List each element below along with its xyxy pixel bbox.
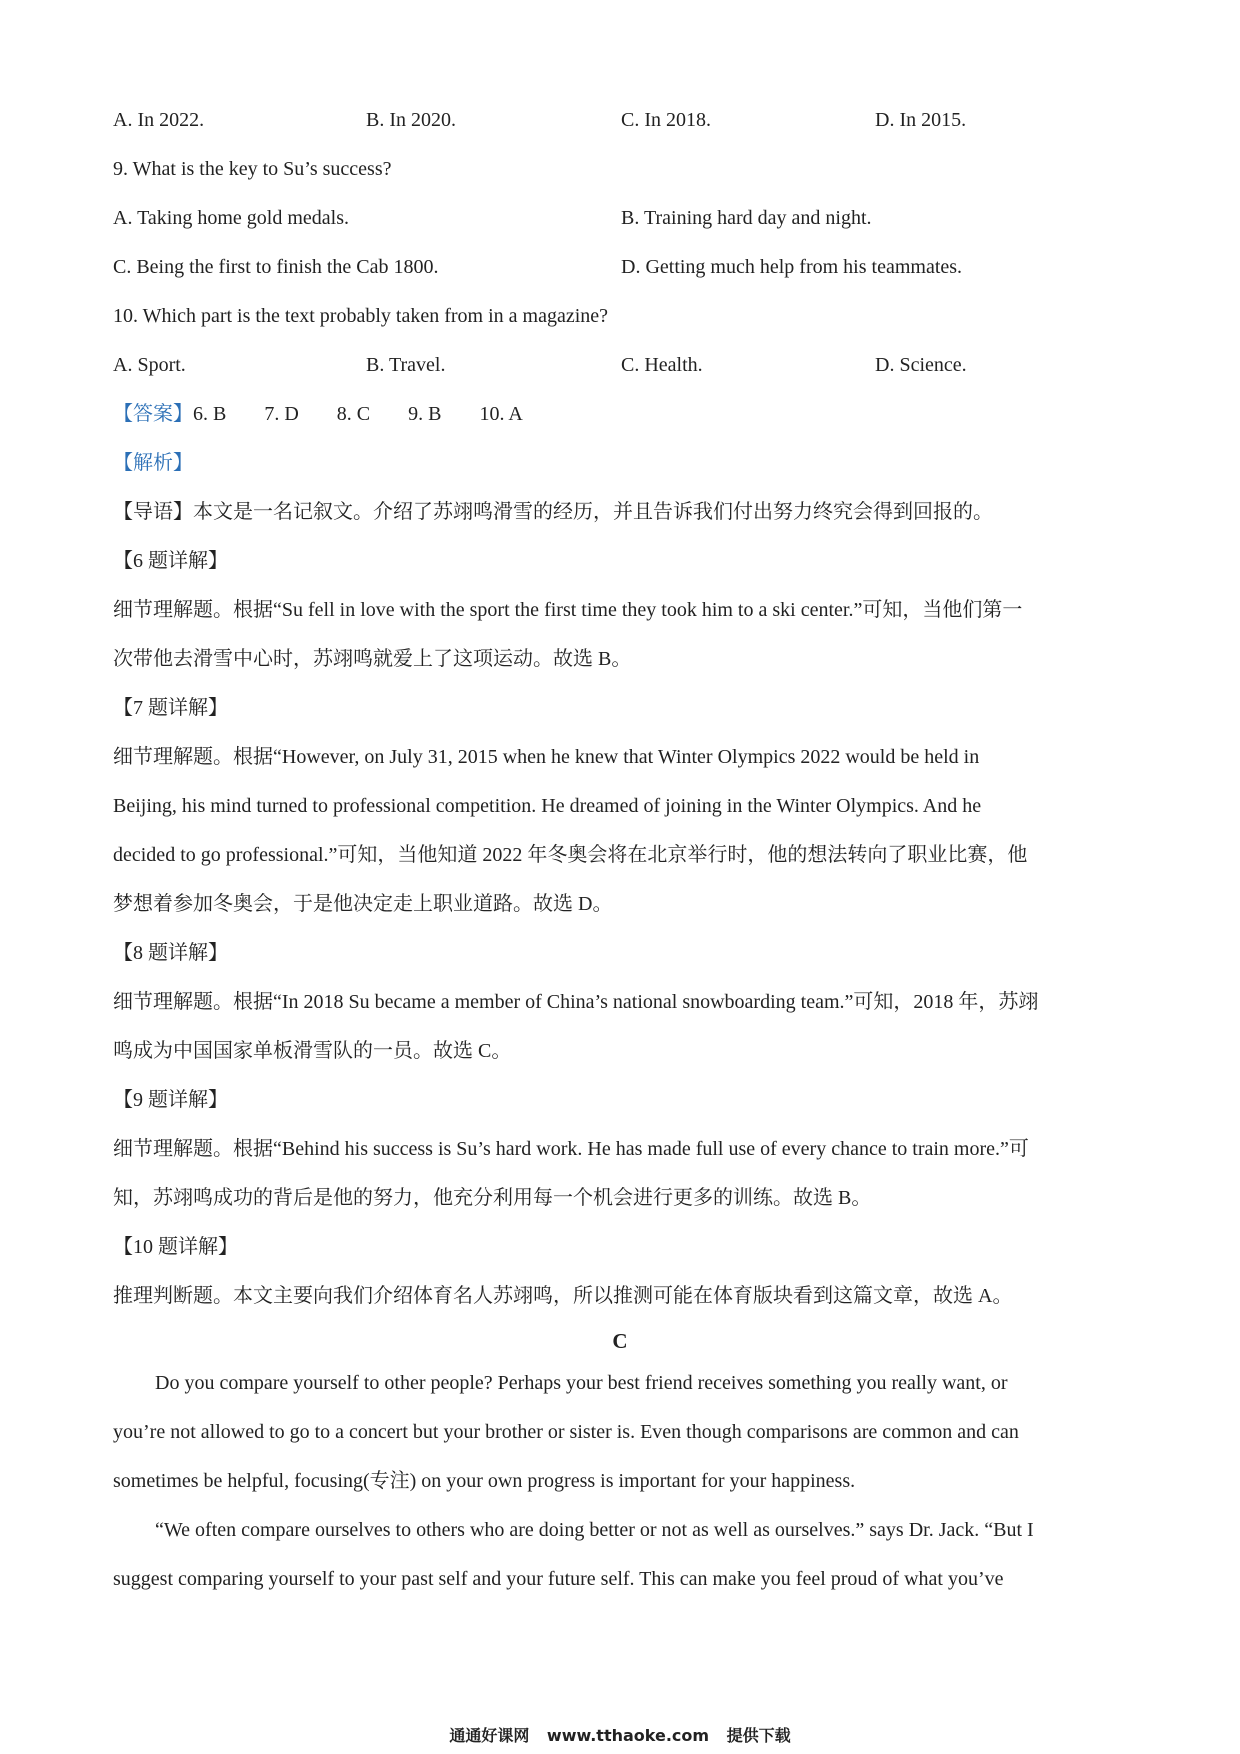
q10-question: 10. Which part is the text probably taken from in a magazine? xyxy=(113,305,609,327)
intro-text: 【导语】本文是一名记叙文。介绍了苏翊鸣滑雪的经历，并且告诉我们付出努力终究会得到回报的。 xyxy=(113,501,993,523)
answer-line xyxy=(113,401,561,427)
q8-option-d: D. In 2015. xyxy=(875,109,967,131)
q9-question: 9. What is the key to Su’s success? xyxy=(113,158,392,180)
q10-option-b: B. Travel. xyxy=(366,354,446,376)
detail-7-line-3: decided to go professional.”可知，当他知道 2022 年冬奥会将在北京举行时，他的想法转向了职业比赛，他 xyxy=(113,844,1028,866)
detail-9-line-2: 知，苏翊鸣成功的背后是他的努力，他充分利用每一个机会进行更多的训练。故选 B。 xyxy=(113,1187,872,1209)
detail-6-line-1: 细节理解题。根据“Su fell in love with the sport the first time they took him to a ski center.”可知，当他们第一 xyxy=(113,599,1023,621)
answer-item: 8. C xyxy=(336,403,371,425)
answer-item: 10. A xyxy=(479,403,523,425)
footer-url[interactable]: www.tthaoke.com xyxy=(546,1726,710,1745)
answer-label: 【答案】 xyxy=(113,403,193,425)
detail-10-line-1: 推理判断题。本文主要向我们介绍体育名人苏翊鸣，所以推测可能在体育版块看到这篇文章，故选 A。 xyxy=(113,1285,1013,1307)
q9-option-d: D. Getting much help from his teammates. xyxy=(621,256,963,278)
section-title: C xyxy=(612,1329,628,1353)
detail-heading-6: 【6 题详解】 xyxy=(113,550,228,572)
q8-option-c: C. In 2018. xyxy=(621,109,711,131)
q8-option-a: A. In 2022. xyxy=(113,109,205,131)
q9-option-c: C. Being the first to finish the Cab 1800. xyxy=(113,256,439,278)
passage-line-1: Do you compare yourself to other people? Perhaps your best friend receives something you really want, or xyxy=(155,1372,1008,1394)
passage-line-5: suggest comparing yourself to your past self and your future self. This can make you feel proud of what you’ve xyxy=(113,1568,1004,1590)
detail-8-line-2: 鸣成为中国国家单板滑雪队的一员。故选 C。 xyxy=(113,1040,512,1062)
detail-7-line-1: 细节理解题。根据“However, on July 31, 2015 when he knew that Winter Olympics 2022 would be held in xyxy=(113,746,980,768)
passage-line-4: “We often compare ourselves to others who are doing better or not as well as ourselves.” says Dr. Jack. “But I xyxy=(155,1519,1034,1541)
detail-heading-8: 【8 题详解】 xyxy=(113,942,228,964)
q10-option-c: C. Health. xyxy=(621,354,703,376)
analysis-label: 【解析】 xyxy=(113,452,193,474)
q9-option-b: B. Training hard day and night. xyxy=(621,207,872,229)
q10-option-a: A. Sport. xyxy=(113,354,186,376)
footer-note: 提供下载 xyxy=(726,1726,791,1745)
detail-7-line-2: Beijing, his mind turned to professional competition. He dreamed of joining in the Winter Olympics. And he xyxy=(113,795,982,817)
passage-line-3: sometimes be helpful, focusing(专注) on your own progress is important for your happiness. xyxy=(113,1470,856,1492)
q8-option-b: B. In 2020. xyxy=(366,109,456,131)
answer-item: 6. B xyxy=(193,403,227,425)
q10-option-d: D. Science. xyxy=(875,354,967,376)
passage-line-2: you’re not allowed to go to a concert but your brother or sister is. Even though comparisons are common and can xyxy=(113,1421,1019,1443)
detail-heading-10: 【10 题详解】 xyxy=(113,1236,238,1258)
detail-8-line-1: 细节理解题。根据“In 2018 Su became a member of China’s national snowboarding team.”可知，2018 年，苏翊 xyxy=(113,991,1039,1013)
detail-6-line-2: 次带他去滑雪中心时，苏翊鸣就爱上了这项运动。故选 B。 xyxy=(113,648,632,670)
q9-option-a: A. Taking home gold medals. xyxy=(113,207,349,229)
detail-9-line-1: 细节理解题。根据“Behind his success is Su’s hard work. He has made full use of every chance to train more.”可 xyxy=(113,1138,1029,1160)
answer-item: 9. B xyxy=(408,403,442,425)
detail-heading-7: 【7 题详解】 xyxy=(113,697,228,719)
answer-item: 7. D xyxy=(264,403,299,425)
detail-heading-9: 【9 题详解】 xyxy=(113,1089,228,1111)
footer xyxy=(0,1723,1240,1746)
detail-7-line-4: 梦想着参加冬奥会，于是他决定走上职业道路。故选 D。 xyxy=(113,893,613,915)
footer-site-name: 通通好课网 xyxy=(449,1726,530,1745)
